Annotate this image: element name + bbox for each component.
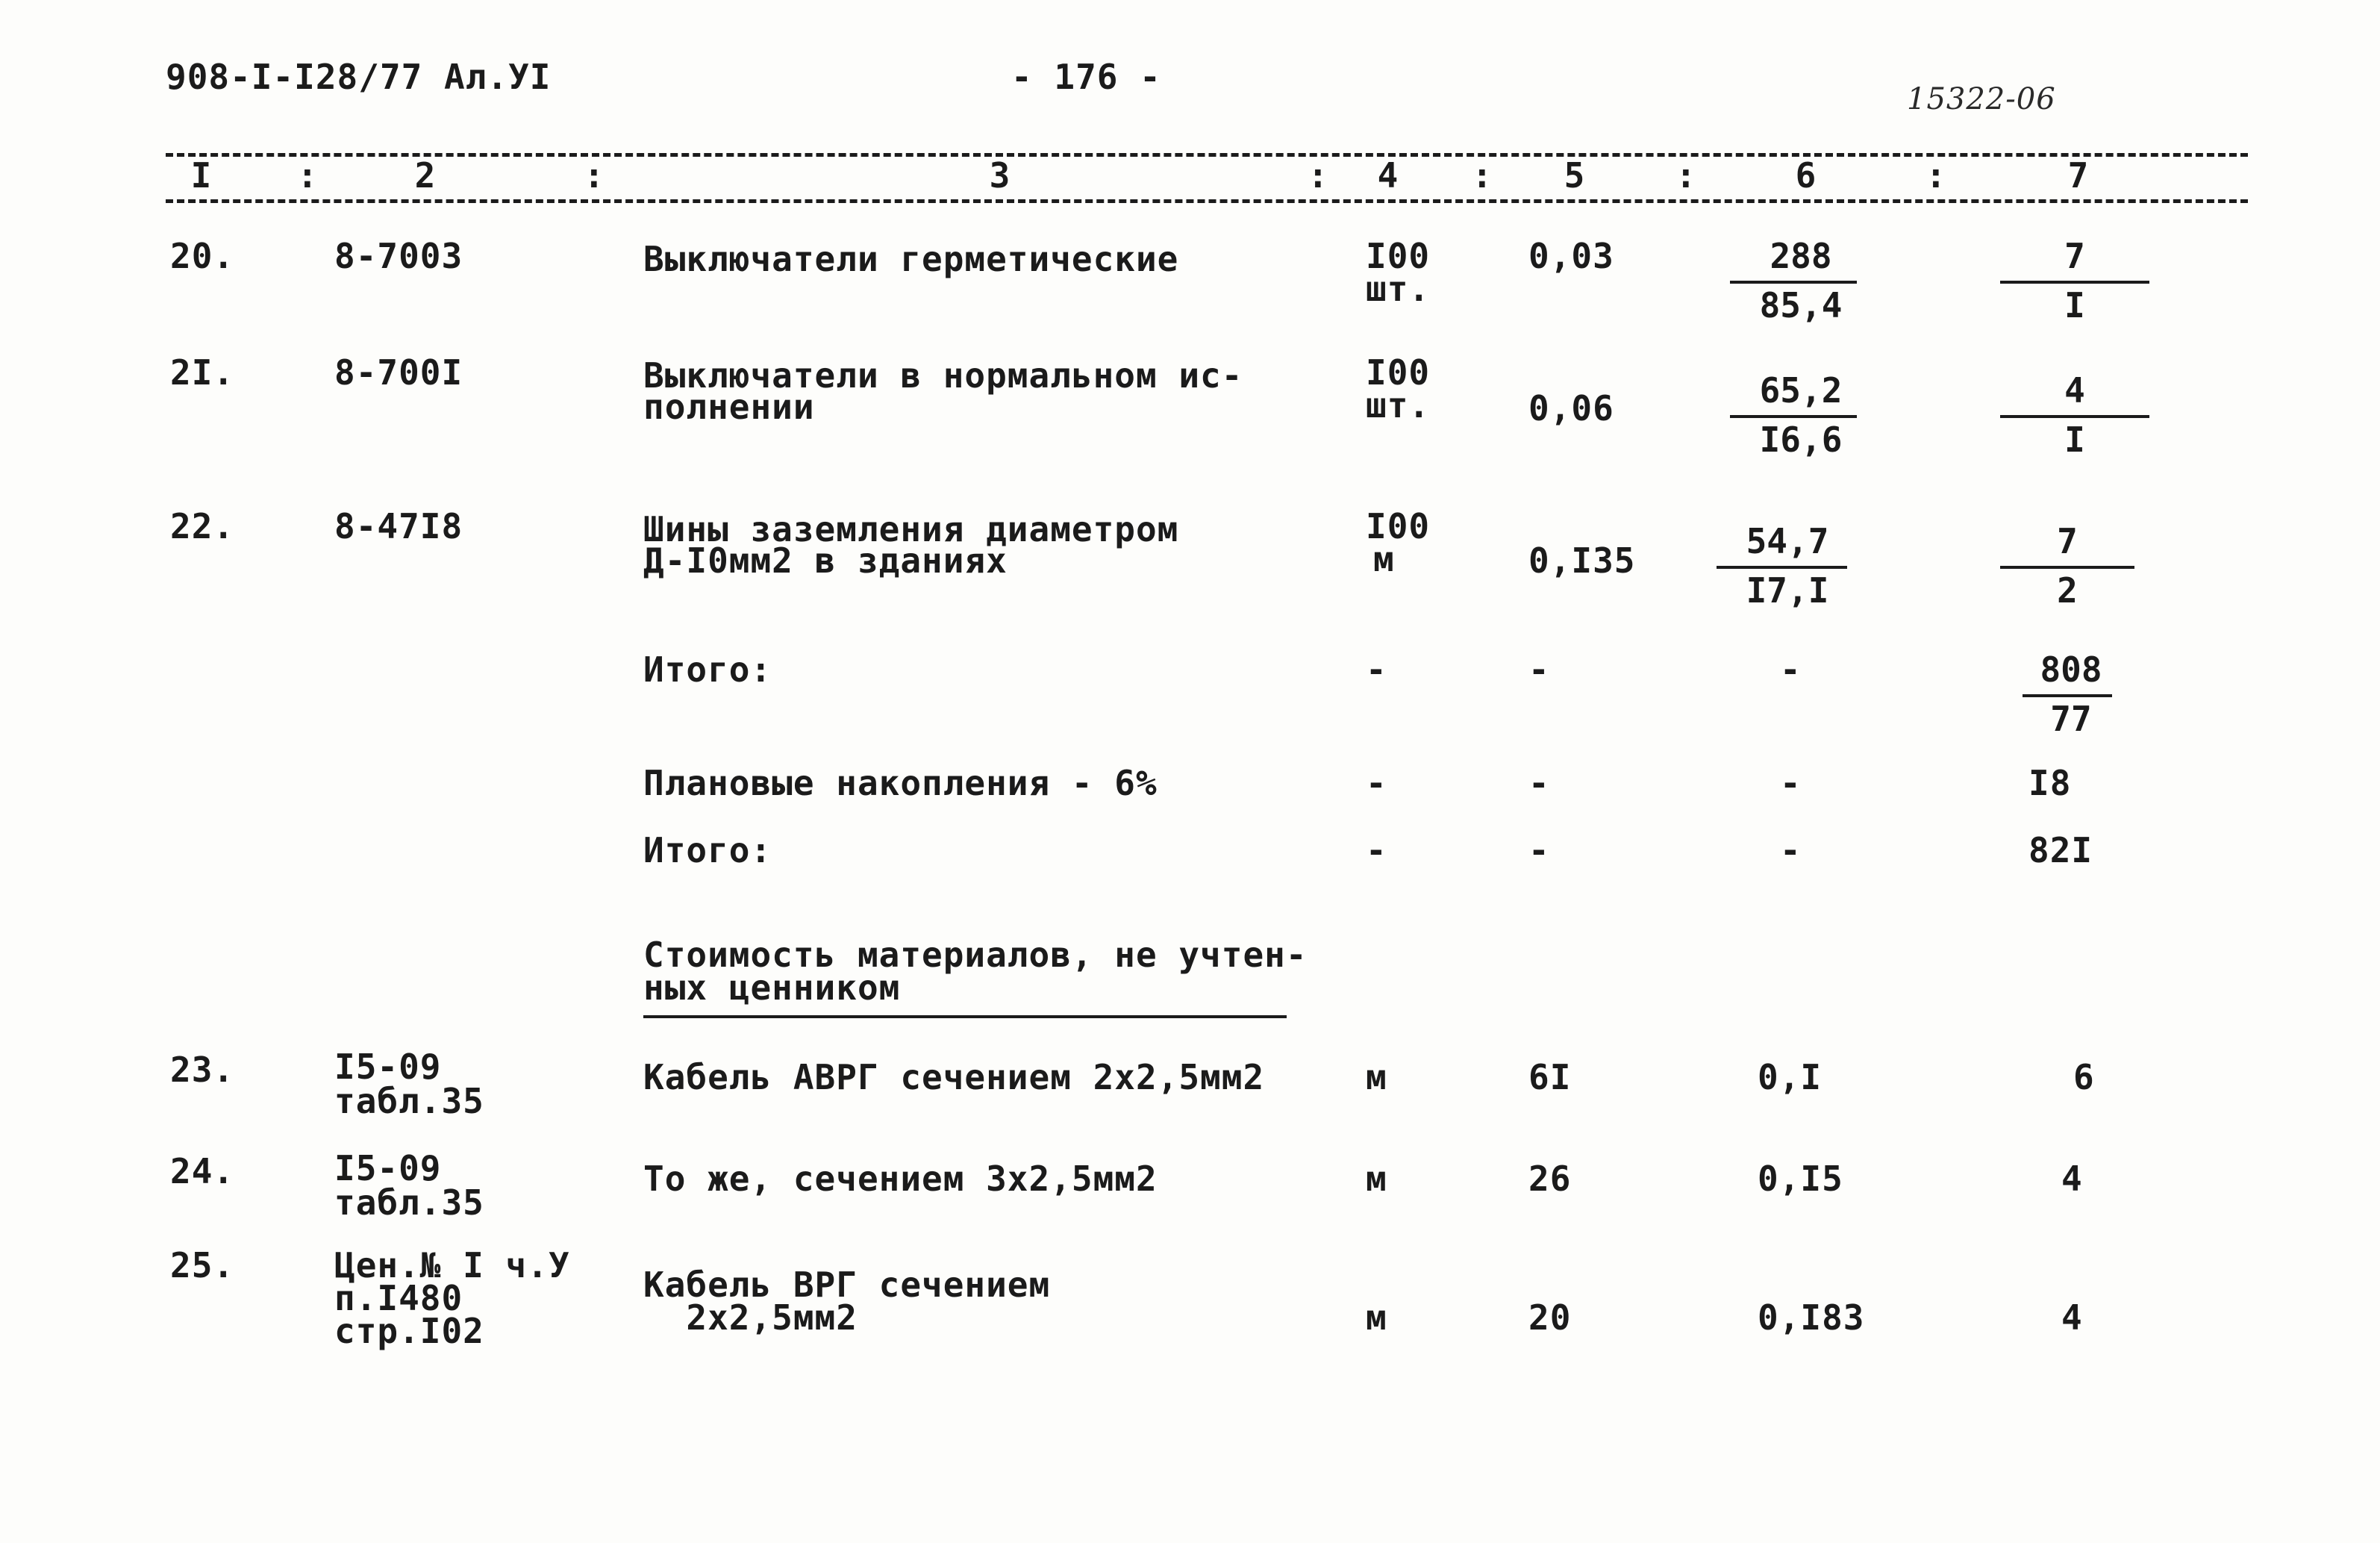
dash-cell: - [1366, 830, 1387, 870]
row-code: п.I480 [334, 1278, 463, 1318]
total-denominator: I [2064, 420, 2085, 460]
dash-cell: - [1780, 649, 1802, 690]
column-header-3: 3 [989, 155, 1011, 196]
unit-price-numerator: 65,2 [1759, 370, 1843, 411]
row-unit: м [1366, 1297, 1387, 1338]
row-name: Выключатели в нормальном ис- [643, 355, 1243, 396]
row-unit: I00 [1366, 236, 1431, 276]
subtotal-numerator: 808 [2040, 649, 2102, 690]
column-header-5: 5 [1564, 155, 1586, 196]
subtotal-label: Итого: [643, 649, 772, 690]
unit-price-denominator: 85,4 [1759, 285, 1843, 325]
total-fraction [2000, 372, 2149, 461]
fraction-line [2000, 566, 2134, 569]
row-quantity: 0,I35 [1528, 540, 1636, 581]
row-code: 8-7003 [334, 236, 463, 276]
row-code: стр.I02 [334, 1311, 484, 1351]
page-number: - 176 - [1011, 57, 1161, 97]
column-separator: : [1308, 155, 1329, 196]
handwritten-reference: 15322-06 [1907, 82, 2056, 116]
total-fraction [2000, 523, 2134, 612]
total-numerator: 7 [2064, 236, 2085, 276]
row-name: Д-I0мм2 в зданиях [643, 540, 1008, 581]
row-unit: шт. [1366, 269, 1431, 309]
section-title: Стоимость материалов, не учтен- [643, 935, 1308, 975]
unit-price-numerator: 288 [1770, 236, 1832, 276]
column-header-4: 4 [1377, 155, 1399, 196]
total-denominator: I [2064, 285, 2085, 325]
row-code: 8-47I8 [334, 506, 463, 546]
row-quantity: 20 [1528, 1297, 1572, 1338]
row-code: I5-09 [334, 1047, 442, 1087]
row-number: 22. [170, 506, 235, 546]
row-name: Шины заземления диаметром [643, 509, 1179, 549]
row-quantity: 26 [1528, 1159, 1572, 1199]
row-number: 23. [170, 1050, 235, 1090]
section-underline [643, 1015, 1287, 1018]
header-bottom-rule [166, 199, 2248, 203]
row-code: I5-09 [334, 1148, 442, 1188]
row-code: табл.35 [334, 1182, 484, 1223]
column-separator: : [1925, 155, 1947, 196]
row-name: 2х2,5мм2 [643, 1297, 858, 1338]
column-header-2: 2 [414, 155, 437, 196]
fraction-line [1730, 415, 1857, 418]
dash-cell: - [1528, 763, 1550, 803]
document-code: 908-I-I28/77 Ал.УI [166, 57, 552, 97]
row-unit: м [1366, 1057, 1387, 1097]
row-quantity: 0,03 [1528, 236, 1614, 276]
row-name: полнении [643, 387, 815, 427]
row-unit: м [1366, 1159, 1387, 1199]
row-price: 0,I5 [1758, 1159, 1843, 1199]
total-numerator: 7 [2057, 521, 2078, 561]
row-unit: м [1373, 539, 1395, 579]
row-code: табл.35 [334, 1081, 484, 1121]
fraction-line [1717, 566, 1847, 569]
row-name: То же, сечением 3х2,5мм2 [643, 1159, 1158, 1199]
row-name: Кабель АВРГ сечением 2х2,5мм2 [643, 1057, 1265, 1097]
row-total: 6 [2073, 1057, 2095, 1097]
dash-cell: - [1528, 649, 1550, 690]
fraction-line [1730, 281, 1857, 284]
column-header-1: I [190, 155, 213, 196]
dash-cell: - [1780, 763, 1802, 803]
total-numerator: 4 [2064, 370, 2085, 411]
row-number: 24. [170, 1151, 235, 1191]
column-separator: : [297, 155, 319, 196]
dash-cell: - [1528, 830, 1550, 870]
subtotal-label: Итого: [643, 830, 772, 870]
unit-price-numerator: 54,7 [1746, 521, 1829, 561]
row-unit: I00 [1366, 506, 1431, 546]
row-quantity: 6I [1528, 1057, 1572, 1097]
row-name: Кабель ВРГ сечением [643, 1265, 1051, 1305]
row-unit: шт. [1366, 385, 1431, 426]
total-denominator: 2 [2057, 570, 2078, 611]
row-price: 0,I [1758, 1057, 1823, 1097]
row-number: 2I. [170, 352, 235, 393]
row-number: 25. [170, 1245, 235, 1285]
fraction-line [2000, 281, 2149, 284]
row-total: 4 [2061, 1159, 2083, 1199]
column-header-6: 6 [1795, 155, 1817, 196]
section-title: ных ценником [643, 967, 901, 1008]
unit-price-denominator: I7,I [1746, 570, 1829, 611]
subtotal-fraction [2023, 651, 2120, 741]
unit-price-fraction [1730, 372, 1872, 461]
row-quantity: 0,06 [1528, 388, 1614, 428]
row-code: Цен.№ I ч.У [334, 1245, 570, 1285]
row-code: 8-700I [334, 352, 463, 393]
row-total: 4 [2061, 1297, 2083, 1338]
column-separator: : [584, 155, 605, 196]
column-separator: : [1472, 155, 1493, 196]
subtotal-value: 82I [2028, 830, 2093, 870]
unit-price-fraction [1717, 523, 1858, 612]
row-name: Выключатели герметические [643, 239, 1179, 279]
row-number: 20. [170, 236, 235, 276]
column-separator: : [1675, 155, 1697, 196]
column-header-7: 7 [2067, 155, 2090, 196]
dash-cell: - [1780, 830, 1802, 870]
total-fraction [2000, 237, 2149, 327]
dash-cell: - [1366, 649, 1387, 690]
unit-price-fraction [1730, 237, 1872, 327]
subtotal-label: Плановые накопления - 6% [643, 763, 1158, 803]
subtotal-value: I8 [2028, 763, 2072, 803]
dash-cell: - [1366, 763, 1387, 803]
subtotal-denominator: 77 [2050, 699, 2092, 739]
unit-price-denominator: I6,6 [1759, 420, 1843, 460]
fraction-line [2000, 415, 2149, 418]
fraction-line [2023, 694, 2112, 697]
row-price: 0,I83 [1758, 1297, 1865, 1338]
row-unit: I00 [1366, 352, 1431, 393]
